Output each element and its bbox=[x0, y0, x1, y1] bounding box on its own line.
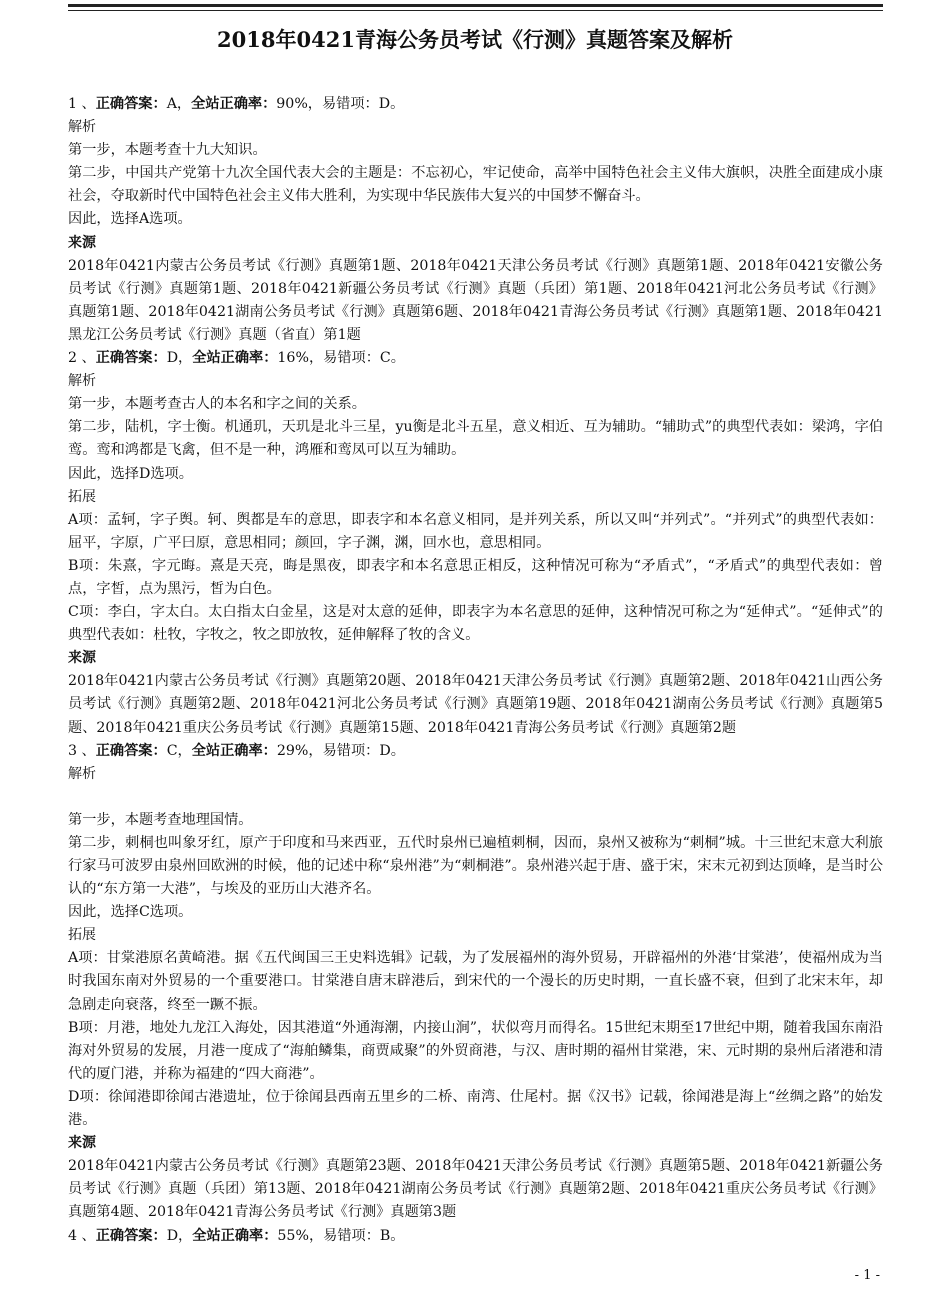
top-rule-thick bbox=[68, 4, 883, 7]
analysis-label: 解析 bbox=[68, 373, 96, 390]
answer-line: 2 、正确答案：D，全站正确率：16%，易错项：C。 bbox=[68, 350, 405, 367]
extension-paragraph: C项：李白，字太白。太白指太白金星，这是对太意的延伸，即表字为本名意思的延伸，这种情况可称之为“延伸式”。“延伸式”的典型代表如：杜牧，字牧之，牧之即放牧，延伸解释了牧的含义。 bbox=[68, 604, 883, 644]
extension-paragraph: B项：朱熹，字元晦。熹是天亮，晦是黑夜，即表字和本名意思正相反，这种情况可称为“矛盾式”，“矛盾式”的典型代表如：曾点，字皙，点为黑污，皙为白色。 bbox=[68, 557, 883, 597]
analysis-label: 解析 bbox=[68, 119, 96, 136]
answer-line: 1 、正确答案：A，全站正确率：90%，易错项：D。 bbox=[68, 96, 405, 112]
extension-label: 拓展 bbox=[68, 488, 96, 505]
answer-line: 3 、正确答案：C，全站正确率：29%，易错项：D。 bbox=[68, 742, 405, 759]
source-text: 2018年0421内蒙古公务员考试《行测》真题第23题、2018年0421天津公务员考试《行测》真题第5题、2018年0421新疆公务员考试《行测》真题（兵团）第13题、2018年0421湖南公务员考试《行测》真题第2题、2018年0421重庆公务员考试《行测》真题第4题、2018年0421青海公务员考试《行测》真题第3题 bbox=[68, 1158, 883, 1221]
analysis-paragraph: 第一步，本题考查地理国情。 bbox=[68, 811, 253, 828]
analysis-paragraph: 第二步，刺桐也叫象牙红，原产于印度和马来西亚，五代时泉州已遍植刺桐，因而，泉州又被称为“刺桐”城。十三世纪末意大利旅行家马可波罗由泉州回欧洲的时候，他的记述中称“泉州港”为“刺桐港”。泉州港兴起于唐、盛于宋，宋末元初到达顶峰，是当时公认的“东方第一大港”，与埃及的亚历山大港齐名。 bbox=[68, 834, 883, 898]
extension-paragraph: D项：徐闻港即徐闻古港遗址，位于徐闻县西南五里乡的二桥、南湾、仕尾村。据《汉书》记载，徐闻港是海上“丝绸之路”的始发港。 bbox=[68, 1088, 883, 1129]
source-text: 2018年0421内蒙古公务员考试《行测》真题第1题、2018年0421天津公务员考试《行测》真题第1题、2018年0421安徽公务员考试《行测》真题第1题、2018年0421新疆公务员考试《行测》真题（兵团）第1题、2018年0421河北公务员考试《行测》真题第1题、2018年0421湖南公务员考试《行测》真题第6题、2018年0421青海公务员考试《行测》真题第1题、2018年0421黑龙江公务员考试《行测》真题（省直）第1题 bbox=[68, 257, 883, 343]
extension-paragraph: A项：孟轲，字子舆。轲、舆都是车的意思，即表字和本名意义相同，是并列关系，所以又叫“并列式”。“并列式”的典型代表如：屈平，字原，广平曰原，意思相同；颜回，字子渊，渊，回水也，意思相同。 bbox=[68, 511, 883, 551]
source-text: 2018年0421内蒙古公务员考试《行测》真题第20题、2018年0421天津公务员考试《行测》真题第2题、2018年0421山西公务员考试《行测》真题第2题、2018年0421河北公务员考试《行测》真题第19题、2018年0421湖南公务员考试《行测》真题第5题、2018年0421重庆公务员考试《行测》真题第15题、2018年0421青海公务员考试《行测》真题第2题 bbox=[68, 673, 883, 736]
question-block-1 bbox=[68, 93, 883, 347]
analysis-paragraph: 第一步，本题考查十九大知识。 bbox=[68, 142, 267, 159]
extension-label: 拓展 bbox=[68, 927, 96, 944]
question-block-4 bbox=[68, 1225, 883, 1248]
document-title: 2018年0421青海公务员考试《行测》真题答案及解析 bbox=[217, 27, 733, 52]
question-block-3 bbox=[68, 740, 883, 1225]
analysis-label: 解析 bbox=[68, 765, 96, 782]
source-label: 来源 bbox=[68, 1135, 96, 1152]
analysis-paragraph: 第一步，本题考查古人的本名和字之间的关系。 bbox=[68, 396, 366, 413]
answer-line: 4 、正确答案：D，全站正确率：55%，易错项：B。 bbox=[68, 1227, 405, 1244]
question-block-2 bbox=[68, 347, 883, 740]
analysis-paragraph: 第二步，中国共产党第十九次全国代表大会的主题是：不忘初心，牢记使命，高举中国特色社会主义伟大旗帜，决胜全面建成小康社会，夺取新时代中国特色社会主义伟大胜利，为实现中华民族伟大复兴的中国梦不懈奋斗。 bbox=[68, 165, 883, 205]
document-body bbox=[68, 93, 883, 1248]
extension-paragraph: B项：月港，地处九龙江入海处，因其港道“外通海潮，内接山涧”，状似弯月而得名。15世纪末期至17世纪中期，随着我国东南沿海对外贸易的发展，月港一度成了“海舶鳞集，商贾咸聚”的外贸商港，与汉、唐时期的福州甘棠港，宋、元时期的泉州后渚港和清代的厦门港，并称为福建的“四大商港”。 bbox=[68, 1019, 883, 1082]
analysis-paragraph: 因此，选择A选项。 bbox=[68, 211, 192, 228]
analysis-paragraph: 第二步，陆机，字士衡。机通玑，天玑是北斗三星，yu衡是北斗五星，意义相近、互为辅助。“辅助式”的典型代表如：梁鸿，字伯鸾。鸾和鸿都是飞禽，但不是一种，鸿雁和鸾凤可以互为辅助。 bbox=[68, 419, 883, 459]
blank-line bbox=[68, 786, 883, 809]
analysis-paragraph: 因此，选择C选项。 bbox=[68, 904, 193, 921]
source-label: 来源 bbox=[68, 650, 96, 667]
page-number: - 1 - bbox=[854, 1268, 880, 1283]
source-label: 来源 bbox=[68, 234, 96, 251]
analysis-paragraph: 因此，选择D选项。 bbox=[68, 465, 193, 482]
extension-paragraph: A项：甘棠港原名黄崎港。据《五代闽国三王史料选辑》记载，为了发展福州的海外贸易，开辟福州的外港‘甘棠港’，使福州成为当时我国东南对外贸易的一个重要港口。甘棠港自唐末辟港后，到宋代的一个漫长的历史时期，一直长盛不衰，但到了北宋末年，却急剧走向衰落，终至一蹶不振。 bbox=[68, 950, 883, 1013]
top-rule-thin bbox=[68, 10, 883, 11]
